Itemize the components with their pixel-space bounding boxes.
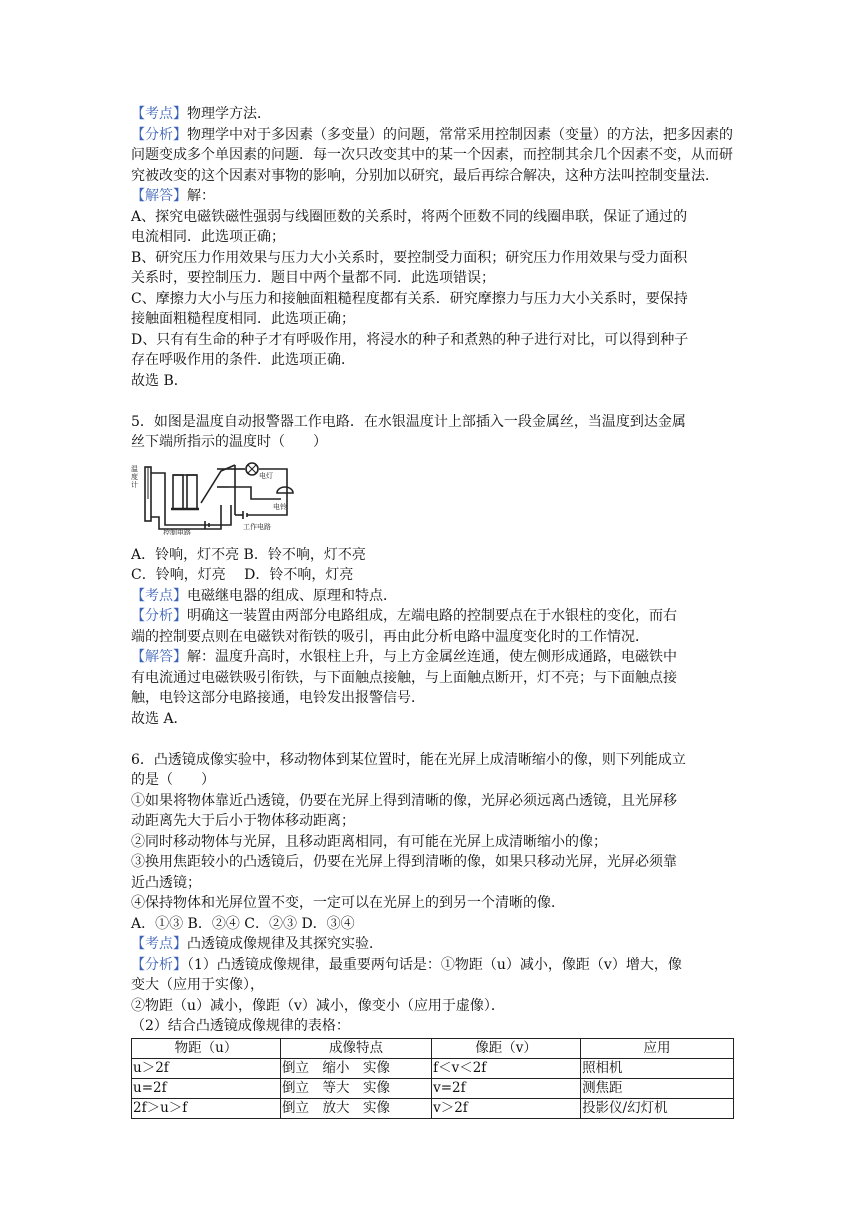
q5-kaodian: 【考点】电磁继电器的组成、原理和特点．: [131, 587, 397, 604]
fenxi-tag: 【分析】: [131, 126, 187, 143]
fenxi-tag: 【分析】: [131, 956, 187, 973]
q5-jieda: 【解答】解：温度升高时，水银柱上升，与上方金属丝连通，使左侧形成通路，电磁铁中: [131, 649, 677, 665]
q6-statement: ①如果将物体靠近凸透镜，仍要在光屏上得到清晰的像，光屏必须远离凸透镜，且光屏移: [131, 792, 677, 809]
q5-fenxi-cont: 端的控制要点则在电磁铁对衔铁的吸引，再由此分析电路中温度变化时的工作情况．: [131, 628, 649, 645]
fenxi-tag: 【分析】: [131, 608, 187, 624]
bell-label: 电铃: [273, 502, 287, 511]
table-cell: v=2f: [432, 1078, 581, 1098]
table-row: [132, 1078, 734, 1098]
q5-fenxi: 【分析】明确这一装置由两部分电路组成，左端电路的控制要点在于水银柱的变化，而右: [131, 608, 677, 624]
q5-options: C．铃响，灯亮 D．铃不响，灯亮: [131, 567, 354, 583]
q6-statement: 动距离先大于后小于物体移动距离；: [131, 813, 355, 829]
circuit-diagram: [131, 459, 301, 535]
table-cell: 倒立 缩小 实像: [281, 1058, 432, 1078]
q6-stem: 的是（ ）: [131, 772, 215, 788]
table-cell: f＜v＜2f: [432, 1058, 581, 1078]
jieda-tag: 【解答】: [131, 649, 187, 665]
q5-stem: 5．如图是温度自动报警器工作电路．在水银温度计上部插入一段金属丝，当温度到达金属: [131, 413, 686, 430]
q6-statement: ④保持物体和光屏位置不变，一定可以在光屏上的到另一个清晰的像．: [131, 895, 565, 911]
q6-kaodian: 【考点】凸透镜成像规律及其探究实验．: [131, 936, 383, 952]
q6-statement: ②同时移动物体与光屏，且移动距离相同，有可能在光屏上成清晰缩小的像；: [131, 833, 607, 850]
jieda-tag: 【解答】: [131, 188, 187, 204]
table-cell: u=2f: [132, 1078, 281, 1098]
q4-jieda: 【解答】解：: [131, 188, 215, 204]
q5-options: A．铃响，灯不亮 B．铃不响，灯不亮: [131, 546, 366, 563]
kaodian-tag: 【考点】: [131, 587, 187, 604]
table-cell: u＞2f: [132, 1058, 281, 1078]
table-cell: v＞2f: [432, 1098, 581, 1118]
table-cell: 照相机: [581, 1058, 734, 1078]
q4-line: A、探究电磁铁磁性强弱与线圈匝数的关系时，将两个匝数不同的线圈串联，保证了通过的: [131, 208, 688, 225]
q6-stem: 6．凸透镜成像实验中，移动物体到某位置时，能在光屏上成清晰缩小的像，则下列能成立: [131, 751, 686, 768]
q5-stem: 丝下端所指示的温度时（ ）: [131, 434, 327, 450]
control-circuit-label: 控制电路: [163, 528, 191, 535]
table-row: [132, 1058, 734, 1078]
q4-answer: 故选 B．: [131, 372, 188, 389]
q4-line: C、摩擦力大小与压力和接触面粗糙程度都有关系．研究摩擦力与压力大小关系时，要保持: [131, 290, 688, 307]
thermometer-label: 温度计: [131, 464, 138, 489]
table-header: 像距（v）: [432, 1038, 581, 1058]
table-row: [132, 1098, 734, 1118]
document-content: [131, 104, 734, 1119]
table-header-row: [132, 1038, 734, 1058]
work-circuit-label: 工作电路: [243, 522, 271, 531]
table-header: 成像特点: [281, 1038, 432, 1058]
table-header: 应用: [581, 1038, 734, 1058]
spacer: [131, 391, 734, 412]
q4-line: 电流相同．此选项正确；: [131, 229, 285, 245]
kaodian-tag: 【考点】: [131, 106, 187, 122]
table-cell: 2f＞u＞f: [132, 1098, 281, 1118]
q4-line: 接触面粗糙程度相同．此选项正确；: [131, 311, 355, 327]
lens-imaging-table: [131, 1038, 734, 1119]
q5-answer: 故选 A．: [131, 710, 188, 727]
q5-jieda-cont: 触，电铃这部分电路接通，电铃发出报警信号．: [131, 690, 425, 706]
q6-fenxi: 【分析】（1）凸透镜成像规律，最重要两句话是：①物距（u）减小，像距（v）增大，像: [131, 956, 682, 973]
q6-fenxi-cont: ②物距（u）减小，像距（v）减小，像变小（应用于虚像）．: [131, 997, 505, 1014]
q4-fenxi: 【分析】物理学中对于多因素（多变量）的问题，常常采用控制因素（变量）的方法，把多因素的问题变成多个单因素的问题．每一次只改变其中的某一个因素，而控制其余几个因素不变，从而研究被改变的这个因素对事物的影响，分别加以研究，最后再综合解决，这种方法叫控制变量法．: [131, 126, 733, 184]
q4-line: 存在呼吸作用的条件．此选项正确．: [131, 352, 355, 368]
q5-jieda-cont: 有电流通过电磁铁吸引衔铁，与下面触点接触，与上面触点断开，灯不亮；与下面触点接: [131, 669, 677, 686]
table-header: 物距（u）: [132, 1038, 281, 1058]
q6-options: A．①③ B．②④ C．②③ D．③④: [131, 915, 355, 932]
q6-statement: 近凸透镜；: [131, 874, 201, 891]
kaodian-tag: 【考点】: [131, 936, 187, 952]
q6-statement: ③换用焦距较小的凸透镜后，仍要在光屏上得到清晰的像，如果只移动光屏，光屏必须靠: [131, 854, 677, 870]
table-cell: 投影仪/幻灯机: [581, 1098, 734, 1118]
q6-fenxi-cont: 变大（应用于实像），: [131, 977, 264, 993]
q6-fenxi-cont: （2）结合凸透镜成像规律的表格：: [131, 1018, 350, 1034]
table-cell: 倒立 放大 实像: [281, 1098, 432, 1118]
spacer: [131, 729, 734, 750]
table-cell: 倒立 等大 实像: [281, 1078, 432, 1098]
table-cell: 测焦距: [581, 1078, 734, 1098]
q4-line: B、研究压力作用效果与压力大小关系时，要控制受力面积；研究压力作用效果与受力面积: [131, 249, 688, 266]
q4-kaodian: 【考点】物理学方法．: [131, 106, 271, 122]
lamp-label: 电灯: [259, 471, 273, 480]
q4-line: D、只有有生命的种子才有呼吸作用，将浸水的种子和煮熟的种子进行对比，可以得到种子: [131, 331, 689, 348]
q4-line: 关系时，要控制压力．题目中两个量都不同．此选项错误；: [131, 270, 495, 286]
